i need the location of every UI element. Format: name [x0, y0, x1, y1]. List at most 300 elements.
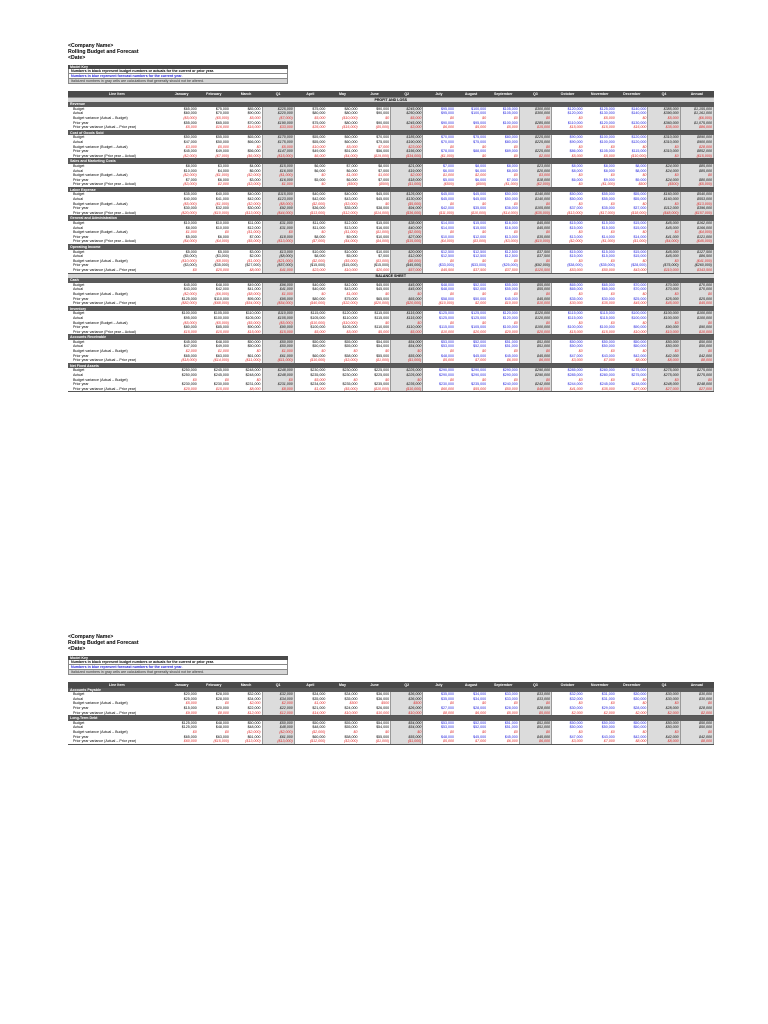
cell-value: $15,000	[262, 164, 294, 169]
cell-value: $42,000	[633, 353, 647, 358]
cell-value: ($7,000)	[262, 116, 294, 121]
cell-value: $0	[256, 377, 261, 382]
cell-value: $5,000	[551, 154, 583, 159]
cell-value: $61,000	[247, 734, 261, 739]
cell-value: $12,000	[344, 221, 358, 226]
cell-value: $15,000	[601, 225, 615, 230]
cell-value: $45,000	[473, 353, 487, 358]
cell-value: $50,000	[680, 344, 713, 349]
cell-value: $100,000	[502, 325, 518, 330]
column-header: May	[326, 91, 358, 97]
cell-value: ($4,000)	[326, 239, 358, 244]
cell-value: $100,000	[471, 111, 487, 116]
cell-value: $35,000	[648, 125, 680, 130]
cell-value: $8,000	[423, 711, 455, 716]
cell-value: $0	[321, 349, 326, 354]
cell-value: $5,000	[346, 144, 358, 149]
cell-value: $0	[513, 377, 518, 382]
cell-value: $45,000	[391, 283, 423, 288]
cell-value: $45,000	[376, 287, 390, 292]
cell-value: $65,000	[215, 120, 229, 125]
cell-value: $230,000	[213, 382, 229, 387]
cell-value: $1,000	[378, 173, 390, 178]
cell-value: $45,500	[423, 268, 455, 273]
cell-value: $6,000	[443, 168, 454, 173]
cell-value: ($18,000)	[166, 358, 198, 363]
cell-value: $0	[482, 701, 487, 706]
cell-value: ($500)	[648, 182, 680, 187]
cell-value: ($2,000)	[247, 729, 261, 734]
cell-value: $60,000	[344, 135, 358, 140]
cell-value: $0	[610, 173, 615, 178]
cell-value: $16,000	[504, 225, 518, 230]
cell-value: $15,000	[473, 225, 487, 230]
column-header: April	[294, 91, 326, 97]
cell-value: $10,000	[312, 144, 326, 149]
cell-value: $110,000	[342, 315, 358, 320]
cell-value: $40,000	[312, 192, 326, 197]
cell-value: $248,000	[245, 373, 261, 378]
cell-value: $100,000	[599, 135, 615, 140]
cell-value: $2,000	[249, 701, 261, 706]
cell-value: $33,000	[519, 697, 551, 702]
cell-value: $50,000	[601, 344, 615, 349]
cell-value: ($41,000)	[680, 259, 713, 264]
cell-value: $0	[648, 701, 680, 706]
cell-value: $0	[642, 701, 647, 706]
cell-value: $28,000	[473, 705, 487, 710]
cell-value: $8,000	[603, 163, 615, 168]
cell-value: $75,000	[376, 139, 390, 144]
cell-value: $8,000	[506, 168, 518, 173]
cell-value: $0	[578, 701, 583, 706]
cell-value: $0	[610, 230, 615, 235]
cell-value: $23,000	[519, 164, 551, 169]
model-key-title: Model Key	[68, 656, 288, 660]
cell-value: ($33,000)	[470, 263, 487, 268]
cell-value: $80,000	[312, 111, 326, 116]
cell-value: $8,000	[635, 163, 647, 168]
cell-value: $61,000	[262, 354, 294, 359]
row-label: Actual	[73, 287, 83, 292]
cell-value: $6,000	[346, 168, 358, 173]
cell-value: $0	[578, 173, 583, 178]
row-label: Actual	[73, 315, 83, 320]
cell-value: $35,000	[601, 206, 615, 211]
cell-value: $5,000	[584, 154, 616, 159]
model-key-line-gray: Italicized numbers in gray cells are calculations that generally should not be altered.	[68, 79, 288, 84]
cell-value: $70,000	[680, 283, 713, 288]
cell-value: $125,000	[471, 315, 487, 320]
cell-value: $65,000	[601, 282, 615, 287]
cell-value: $15,000	[376, 221, 390, 226]
cell-value: $0	[450, 349, 454, 354]
cell-value: $0	[680, 701, 713, 706]
column-header: Annual	[680, 91, 713, 97]
cell-value: $54,000	[376, 344, 390, 349]
cell-value: $0	[610, 729, 615, 734]
cell-value: $55,000	[391, 735, 423, 740]
cell-value: $50,000	[648, 725, 680, 730]
cell-value: $63,000	[215, 353, 229, 358]
cell-value: ($40,000)	[294, 301, 326, 306]
cell-value: $0	[578, 201, 583, 206]
cell-value: $235,000	[342, 382, 358, 387]
budget-table	[68, 682, 714, 744]
row-label: Budget variance (Actual – Budget)	[73, 701, 128, 706]
cell-value: $115,000	[391, 316, 423, 321]
cell-value: $0	[648, 349, 680, 354]
cell-value: $48,000	[441, 282, 454, 287]
cell-value: $55,000	[376, 353, 390, 358]
row-label: Budget variance (Budget – Actual)	[73, 230, 128, 235]
cell-value: $8,000	[185, 163, 197, 168]
cell-value: $8,000	[616, 358, 648, 363]
cell-value: $10,000	[616, 330, 648, 335]
cell-value: $75,000	[312, 106, 326, 111]
cell-value: $15,000	[166, 330, 198, 335]
cell-value: $3,000	[551, 358, 583, 363]
cell-value: $10,000	[376, 234, 390, 239]
cell-value: $34,000	[247, 696, 261, 701]
cell-value: $7,000	[443, 163, 454, 168]
cell-value: $65,000	[569, 282, 583, 287]
section-label: General and Administration	[68, 216, 714, 221]
cell-value: $2,000	[648, 711, 680, 716]
cell-value: $230,000	[181, 382, 197, 387]
cell-value: ($15,000)	[262, 154, 294, 159]
column-header: Q4	[648, 91, 680, 97]
model-key	[68, 656, 288, 676]
cell-value: $20,000	[519, 169, 551, 174]
cell-value: ($10,000)	[342, 320, 358, 325]
cell-value: $0	[610, 201, 615, 206]
cell-value: $75,000	[473, 139, 487, 144]
cell-value: $0	[642, 377, 647, 382]
cell-value: $7,000	[378, 168, 390, 173]
cell-value: $70,000	[648, 283, 680, 288]
cell-value: $0	[482, 729, 487, 734]
cell-value: $0	[450, 377, 454, 382]
cell-value: $160,000	[648, 197, 680, 202]
cell-value: $42,000	[312, 197, 326, 202]
cell-value: $0	[642, 349, 647, 354]
cell-value: $12,000	[262, 711, 294, 716]
cell-value: $5,000	[487, 711, 519, 716]
cell-value: $45,000	[519, 354, 551, 359]
cell-value: $13,000	[262, 250, 294, 255]
cell-value: ($57,000)	[262, 263, 294, 268]
cell-value: ($3,000)	[375, 258, 390, 263]
cell-value: $125,000	[181, 720, 197, 725]
cell-value: $231,000	[262, 382, 294, 387]
cell-value: $37,000	[569, 206, 583, 211]
cell-value: ($20,000)	[166, 211, 198, 216]
cell-value: ($5,000)	[262, 321, 294, 326]
cell-value: $0	[648, 321, 680, 326]
cell-value: $0	[519, 730, 551, 735]
row-label: Budget	[73, 163, 85, 168]
cell-value: $6,000	[487, 358, 519, 363]
cell-value: ($15,000)	[326, 125, 358, 130]
cell-value: $242,000	[519, 382, 551, 387]
cell-value: $65,000	[569, 287, 583, 292]
cell-value: $0	[450, 201, 454, 206]
cell-value: $75,000	[473, 135, 487, 140]
column-header: June	[359, 682, 391, 687]
cell-value: $0	[166, 268, 198, 273]
cell-value: ($14,000)	[198, 358, 230, 363]
cell-value: $6,000	[455, 711, 487, 716]
cell-value: $245,000	[599, 382, 615, 387]
cell-value: $31,000	[262, 226, 294, 231]
cell-value: $125,000	[471, 311, 487, 316]
cell-value: $18,000	[391, 178, 423, 183]
cell-value: $0	[321, 173, 326, 178]
cell-value: $300,000	[519, 107, 551, 112]
cell-value: $85,000	[215, 325, 229, 330]
table-row	[68, 387, 714, 392]
cell-value: $30,000	[601, 296, 615, 301]
cell-value: $42,000	[648, 735, 680, 740]
cell-value: $0	[648, 154, 680, 159]
cell-value: $0	[192, 377, 197, 382]
cell-value: $60,000	[183, 111, 197, 116]
cell-value: $12,500	[473, 249, 487, 254]
cell-value: $45,000	[504, 353, 518, 358]
column-header: Q2	[391, 91, 423, 97]
cell-value: ($10,000)	[616, 154, 648, 159]
cell-value: $125,000	[439, 311, 454, 316]
cell-value: $120,000	[631, 135, 647, 140]
cell-value: $51,000	[519, 344, 551, 349]
row-label: Budget variance (Actual – Budget)	[73, 377, 128, 382]
cell-value: ($15,000)	[309, 263, 326, 268]
cell-value: $45,000	[519, 226, 551, 231]
cell-value: $0	[519, 292, 551, 297]
cell-value: $95,000	[183, 315, 197, 320]
cell-value: $65,000	[183, 106, 197, 111]
cell-value: $12,500	[473, 254, 487, 259]
cell-value: $0	[482, 349, 487, 354]
cell-value: ($32,000)	[326, 301, 358, 306]
cell-value: ($1,000)	[616, 239, 648, 244]
cell-value: $60,000	[423, 387, 455, 392]
cell-value: $27,000	[680, 387, 713, 392]
cell-value: $130,000	[631, 120, 647, 125]
cell-value: $70,000	[247, 120, 261, 125]
cell-value: $65,000	[601, 287, 615, 292]
cell-value: $43,000	[344, 197, 358, 202]
row-label: Prior year	[73, 263, 89, 268]
cell-value: $110,000	[391, 325, 423, 330]
cell-value: $30,000	[551, 301, 583, 306]
column-header: Q3	[519, 91, 551, 97]
cell-value: $52,000	[473, 287, 487, 292]
cell-value: $100,000	[310, 325, 326, 330]
cell-value: $38,000	[376, 206, 390, 211]
cell-value: $0	[353, 377, 358, 382]
cell-value: ($13,000)	[551, 211, 583, 216]
cell-value: $27,000	[616, 387, 648, 392]
cell-value: $100,000	[680, 311, 713, 316]
cell-value: ($11,000)	[423, 211, 455, 216]
cell-value: $115,000	[262, 192, 294, 197]
cell-value: $0	[450, 291, 454, 296]
cell-value: $0	[482, 230, 487, 235]
cell-value: $15,000	[198, 387, 230, 392]
cell-value: ($5,000)	[183, 201, 197, 206]
cell-value: $28,000	[215, 692, 229, 697]
cell-value: $12,000	[247, 225, 261, 230]
cell-value: $25,000	[198, 268, 230, 273]
cell-value: $65,000	[247, 135, 261, 140]
column-header: July	[423, 682, 455, 687]
cell-value: $51,000	[504, 725, 518, 730]
cell-value: ($54,000)	[262, 301, 294, 306]
cell-value: $120,000	[502, 315, 518, 320]
cell-value: $75,000	[344, 296, 358, 301]
cell-value: $105,000	[245, 315, 261, 320]
cell-value: $0	[513, 230, 518, 235]
cell-value: ($17,000)	[584, 211, 616, 216]
cell-value: $50,000	[601, 720, 615, 725]
column-header: May	[326, 682, 358, 687]
cell-value: $55,000	[344, 720, 358, 725]
cell-value: $28,000	[504, 705, 518, 710]
cell-value: $55,000	[504, 287, 518, 292]
cell-value: $25,000	[633, 296, 647, 301]
cell-value: ($1,000)	[423, 154, 455, 159]
cell-value: $225,000	[391, 373, 423, 378]
cell-value: $80,000	[344, 120, 358, 125]
row-label: Actual	[73, 373, 83, 378]
cell-value: $36,000	[504, 206, 518, 211]
cell-value: $14,000	[601, 234, 615, 239]
row-label: Budget	[73, 192, 85, 197]
cell-value: $90,000	[633, 325, 647, 330]
cell-value: $0	[482, 144, 487, 149]
section-label: Inventory	[68, 306, 714, 311]
cell-value: $65,000	[391, 297, 423, 302]
cell-value: $90,000	[648, 325, 680, 330]
cell-value: $0	[450, 729, 454, 734]
cell-value: $6,000	[249, 168, 261, 173]
cell-value: $0	[610, 291, 615, 296]
cell-value: $8,000	[571, 163, 583, 168]
cell-value: $0	[680, 730, 713, 735]
cell-value: $0	[513, 701, 518, 706]
cell-value: $49,000	[215, 149, 229, 154]
cell-value: $2,000	[185, 349, 197, 354]
cell-value: $0	[385, 320, 390, 325]
report-title: Rolling Budget and Forecast	[68, 640, 139, 647]
cell-value: $100,000	[631, 315, 647, 320]
cell-value: $2,000	[616, 711, 648, 716]
cell-value: $27,000	[391, 235, 423, 240]
row-label: Actual	[73, 344, 83, 349]
cell-value: ($10,000)	[519, 239, 551, 244]
cell-value: ($48,000)	[648, 211, 680, 216]
cell-value: $54,000	[391, 340, 423, 345]
cell-value: $15,000	[473, 221, 487, 226]
cell-value: $0	[391, 349, 423, 354]
cell-value: $5,000	[359, 330, 391, 335]
row-label: Prior year	[73, 206, 89, 211]
cell-value: $0	[353, 349, 358, 354]
row-label: Budget	[73, 339, 85, 344]
cell-value: $140,000	[519, 192, 551, 197]
cell-value: $0	[391, 292, 423, 297]
row-label: Budget	[73, 282, 85, 287]
cell-value: $51,000	[344, 149, 358, 154]
cell-value: $8,000	[603, 168, 615, 173]
cell-value: $2,000	[262, 701, 294, 706]
cell-value: $40,000	[312, 287, 326, 292]
cell-value: $10,000	[183, 168, 197, 173]
cell-value: $1,000	[217, 349, 229, 354]
cell-value: $8,000	[230, 387, 262, 392]
cell-value: $50,000	[247, 720, 261, 725]
cell-value: $30,000	[183, 206, 197, 211]
cell-value: $7,000	[378, 144, 390, 149]
cell-value: $0	[513, 144, 518, 149]
cell-value: $16,000	[376, 225, 390, 230]
cell-value: $10,000	[215, 225, 229, 230]
cell-value: $30,000	[633, 692, 647, 697]
cell-value: $36,000	[376, 692, 390, 697]
cell-value: $42,000	[680, 354, 713, 359]
cell-value: $110,000	[567, 120, 583, 125]
cell-value: $43,000	[616, 268, 648, 273]
cell-value: $553,000	[680, 197, 713, 202]
cell-value: $31,000	[601, 692, 615, 697]
section-label: Sales and Marketing Costs	[68, 159, 714, 164]
cell-value: $20,000	[487, 330, 519, 335]
cell-value: $50,000	[262, 721, 294, 726]
cell-value: $2,000	[519, 154, 551, 159]
cell-value: $58,000	[441, 296, 454, 301]
cell-value: $41,000	[262, 268, 294, 273]
cell-value: $37,500	[455, 268, 487, 273]
cell-value: $0	[482, 291, 487, 296]
cell-value: $0	[680, 349, 713, 354]
cell-value: $35,000	[584, 387, 616, 392]
cell-value: $90,000	[247, 325, 261, 330]
cell-value: $12,500	[504, 249, 518, 254]
cell-value: $80,000	[312, 296, 326, 301]
cell-value: ($27,000)	[245, 263, 261, 268]
row-label: Budget variance (Actual – Budget)	[73, 349, 128, 354]
cell-value: $25,000	[183, 696, 197, 701]
cell-value: ($6,000)	[680, 116, 713, 121]
budget-table	[68, 91, 714, 392]
cell-value: $0	[224, 701, 229, 706]
cell-value: $55,000	[633, 192, 647, 197]
cell-value: $105,000	[342, 325, 358, 330]
cell-value: $9,000	[166, 711, 198, 716]
cell-value: $30,000	[680, 692, 713, 697]
cell-value: $120,000	[502, 311, 518, 316]
cell-value: $48,000	[441, 287, 454, 292]
cell-value: $105,000	[310, 315, 326, 320]
cell-value: $35,000	[294, 125, 326, 130]
row-label: Prior year variance (Prior year – Actual)	[68, 182, 166, 187]
cell-value: $49,000	[247, 282, 261, 287]
cell-value: ($11,000)	[262, 358, 294, 363]
cell-value: ($2,000)	[247, 173, 261, 178]
cell-value: $6,000	[571, 177, 583, 182]
